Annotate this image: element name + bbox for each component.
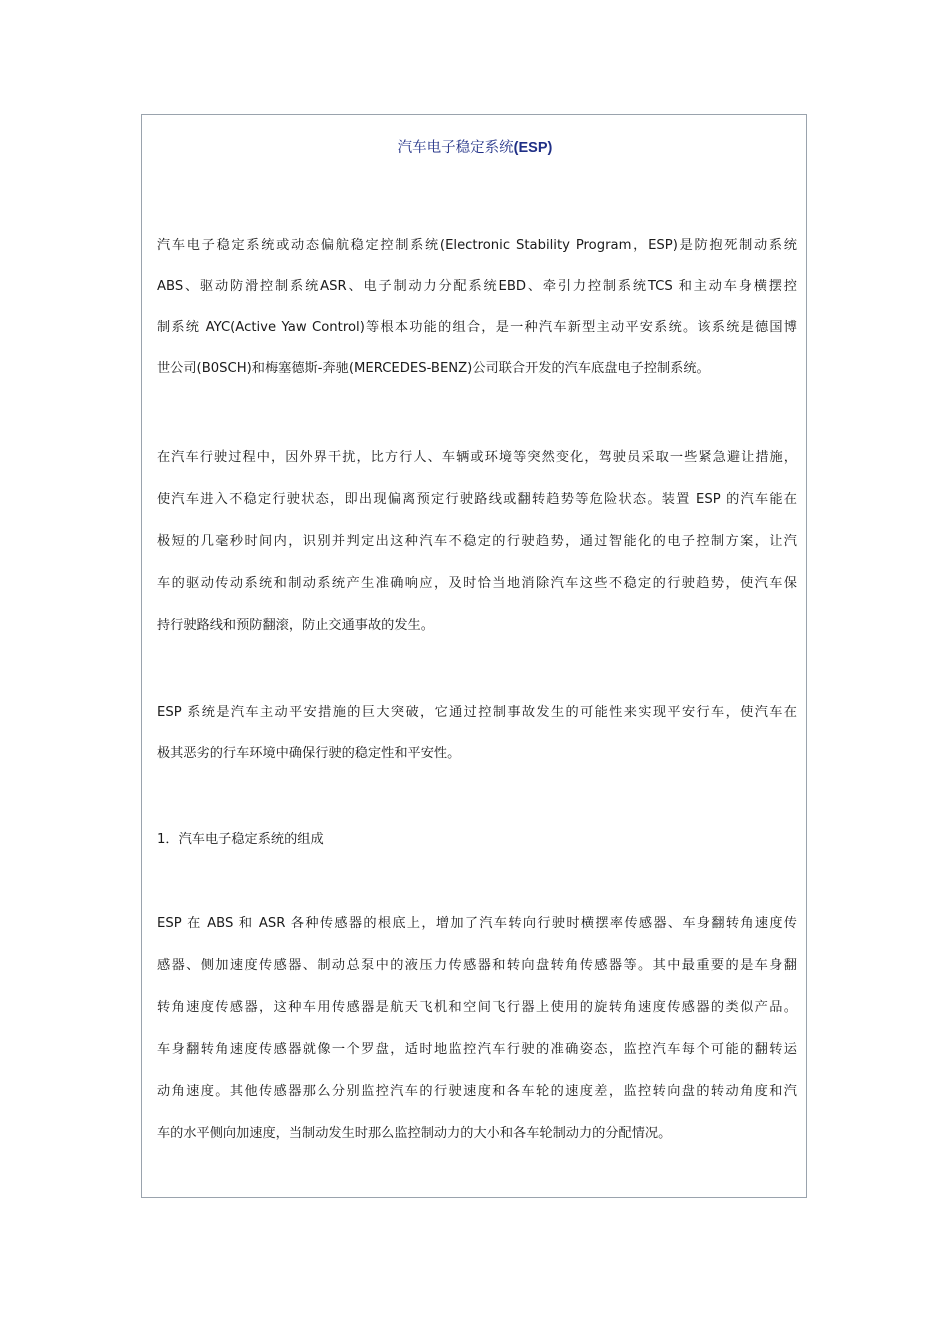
paragraph-line: 极其恶劣的行车环境中确保行驶的稳定性和平安性。: [157, 746, 461, 761]
paragraph-line: 车身翻转角速度传感器就像一个罗盘，适时地监控汽车行驶的准确姿态，监控汽车每个可能的翻转运: [157, 1042, 797, 1057]
paragraph-line: 在汽车行驶过程中，因外界干扰，比方行人、车辆或环境等突然变化，驾驶员采取一些紧急避让措施，: [157, 450, 797, 465]
paragraph-line: ESP 系统是汽车主动平安措施的巨大突破，它通过控制事故发生的可能性来实现平安行车，使汽车在: [157, 705, 797, 720]
paragraph-line: 世公司(B0SCH)和梅塞德斯-奔驰(MERCEDES-BENZ)公司联合开发的汽车底盘电子控制系统。: [157, 361, 710, 376]
paragraph-line: ABS、驱动防滑控制系统ASR、电子制动力分配系统EBD、牵引力控制系统TCS 和主动车身横摆控: [157, 279, 797, 294]
paragraph-line: 动角速度。其他传感器那么分别监控汽车的行驶速度和各车轮的速度差，监控转向盘的转动角度和汽: [157, 1084, 797, 1099]
paragraph-line: ESP 在 ABS 和 ASR 各种传感器的根底上，增加了汽车转向行驶时横摆率传感器、车身翻转角速度传: [157, 916, 797, 931]
document-title: [0, 138, 950, 158]
paragraph-line: 车的水平侧向加速度，当制动发生时那么监控制动力的大小和各车轮制动力的分配情况。: [157, 1126, 672, 1141]
paragraph-line: 使汽车进入不稳定行驶状态，即出现偏离预定行驶路线或翻转趋势等危险状态。装置 ESP 的汽车能在: [157, 492, 797, 507]
paragraph-line: 感器、侧加速度传感器、制动总泵中的液压力传感器和转向盘转角传感器等。其中最重要的是车身翻: [157, 958, 797, 973]
paragraph-intro: [157, 235, 797, 379]
paragraph-line: 极短的几毫秒时间内，识别并判定出这种汽车不稳定的行驶趋势，通过智能化的电子控制方案，让汽: [157, 534, 797, 549]
paragraph-line: 转角速度传感器，这种车用传感器是航天飞机和空间飞行器上使用的旋转角速度传感器的类似产品。: [157, 1000, 797, 1015]
title-abbreviation: (ESP): [513, 140, 553, 156]
paragraph-driving-stability: [157, 447, 797, 636]
paragraph-line: 汽车电子稳定系统或动态偏航稳定控制系统(Electronic Stability Program，ESP)是防抱死制动系统: [157, 238, 797, 253]
title-chinese: 汽车电子稳定系统: [397, 140, 514, 156]
paragraph-components: [157, 913, 797, 1144]
paragraph-line: 车的驱动传动系统和制动系统产生准确响应，及时恰当地消除汽车这些不稳定的行驶趋势，使汽车保: [157, 576, 797, 591]
paragraph-line: 持行驶路线和预防翻滚，防止交通事故的发生。: [157, 618, 434, 633]
paragraph-line: 制系统 AYC(Active Yaw Control)等根本功能的组合，是一种汽车新型主动平安系统。该系统是德国博: [157, 320, 797, 335]
section-heading: 1．汽车电子稳定系统的组成: [157, 832, 324, 847]
paragraph-safety: [157, 702, 797, 764]
